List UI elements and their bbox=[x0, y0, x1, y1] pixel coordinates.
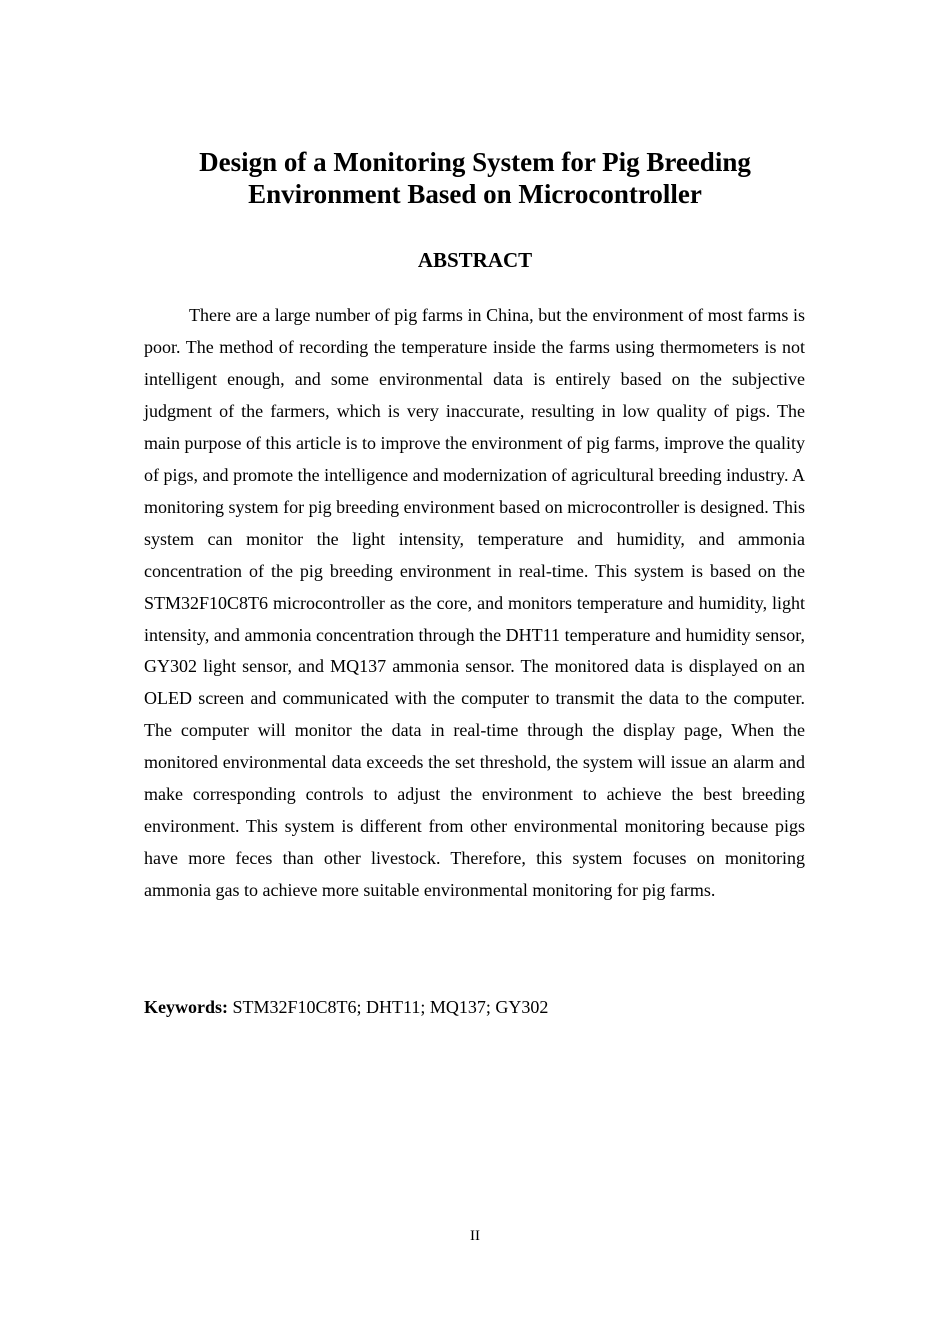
title-line-2: Environment Based on Microcontroller bbox=[248, 179, 702, 209]
keywords-label: Keywords: bbox=[144, 997, 228, 1017]
keywords-line bbox=[144, 992, 805, 1023]
keywords-value: STM32F10C8T6; DHT11; MQ137; GY302 bbox=[228, 997, 549, 1017]
title-line-1: Design of a Monitoring System for Pig Breeding bbox=[199, 147, 751, 177]
abstract-heading: ABSTRACT bbox=[417, 248, 533, 272]
page-title bbox=[0, 146, 950, 210]
page-number: II bbox=[470, 1228, 480, 1244]
abstract-body: There are a large number of pig farms in China, but the environment of most farms is poor. The method of recording the temperature inside the farms using thermometers is not intelligent enough, and some environmental data is entirely based on the subjective judgment of the farmers, which is very inaccurate, resulting in low quality of pigs. The main purpose of this article is to improve the environment of pig farms, improve the quality of pigs, and promote the intelligence and modernization of agricultural breeding industry. A monitoring system for pig breeding environment based on microcontroller is designed. This system can monitor the light intensity, temperature and humidity, and ammonia concentration of the pig breeding environment in real-time. This system is based on the STM32F10C8T6 microcontroller as the core, and monitors temperature and humidity, light intensity, and ammonia concentration through the DHT11 temperature and humidity sensor, GY302 light sensor, and MQ137 ammonia sensor. The monitored data is displayed on an OLED screen and communicated with the computer to transmit the data to the computer. The computer will monitor the data in real-time through the display page, When the monitored environmental data exceeds the set threshold, the system will issue an alarm and make corresponding controls to adjust the environment to achieve the best breeding environment. This system is different from other environmental monitoring because pigs have more feces than other livestock. Therefore, this system focuses on monitoring ammonia gas to achieve more suitable environmental monitoring for pig farms. bbox=[144, 305, 805, 901]
